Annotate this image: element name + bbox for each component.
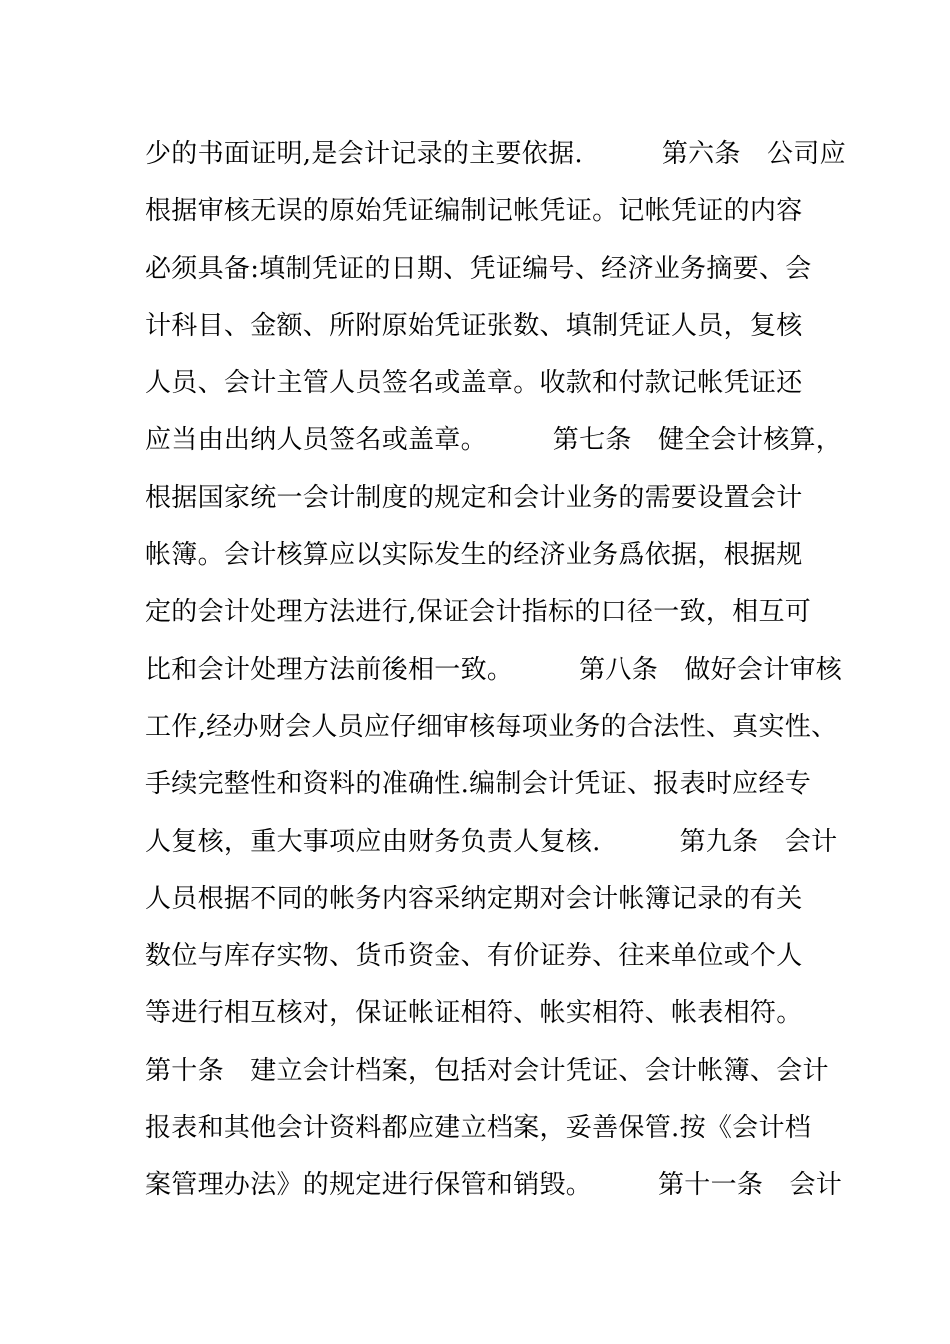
text-line: 工作,经办财会人员应仔细审核每项业务的合法性、真实性、	[145, 711, 838, 742]
body-text	[145, 126, 846, 1215]
text-line: 数位与库存实物、货币资金、有价证券、往来单位或个人	[145, 941, 803, 972]
text-line: 帐簿。会计核算应以实际发生的经济业务爲依据，根据规	[145, 540, 803, 571]
text-line: 少的书面证明,是会计记录的主要依据. 第六条 公司应	[145, 139, 846, 169]
text-line: 报表和其他会计资料都应建立档案，妥善保管.按《会计档	[145, 1113, 812, 1144]
text-line: 等进行相互核对，保证帐证相符、帐实相符、帐表相符。	[145, 998, 803, 1029]
text-line: 计科目、金额、所附原始凭证张数、填制凭证人员，复核	[145, 310, 803, 341]
text-line: 根据审核无误的原始凭证编制记帐凭证。记帐凭证的内容	[145, 196, 803, 227]
text-line: 人员、会计主管人员签名或盖章。收款和付款记帐凭证还	[145, 368, 803, 399]
text-line: 必须具备:填制凭证的日期、凭证编号、经济业务摘要、会	[145, 253, 812, 284]
text-line: 案管理办法》的规定进行保管和销毁。 第十一条 会计	[145, 1170, 843, 1201]
text-line: 第十条 建立会计档案，包括对会计凭证、会计帐簿、会计	[145, 1055, 829, 1086]
text-line: 定的会计处理方法进行,保证会计指标的口径一致，相互可	[145, 597, 812, 628]
text-line: 应当由出纳人员签名或盖章。 第七条 健全会计核算，	[145, 425, 843, 456]
text-line: 比和会计处理方法前後相一致。 第八条 做好会计审核	[145, 654, 843, 685]
text-line: 人复核，重大事项应由财务负责人复核. 第九条 会计	[145, 826, 838, 857]
text-line: 手续完整性和资料的准确性.编制会计凭证、报表时应经专	[145, 769, 812, 800]
text-line: 根据国家统一会计制度的规定和会计业务的需要设置会计	[145, 482, 803, 513]
text-line: 人员根据不同的帐务内容采纳定期对会计帐簿记录的有关	[145, 883, 803, 914]
